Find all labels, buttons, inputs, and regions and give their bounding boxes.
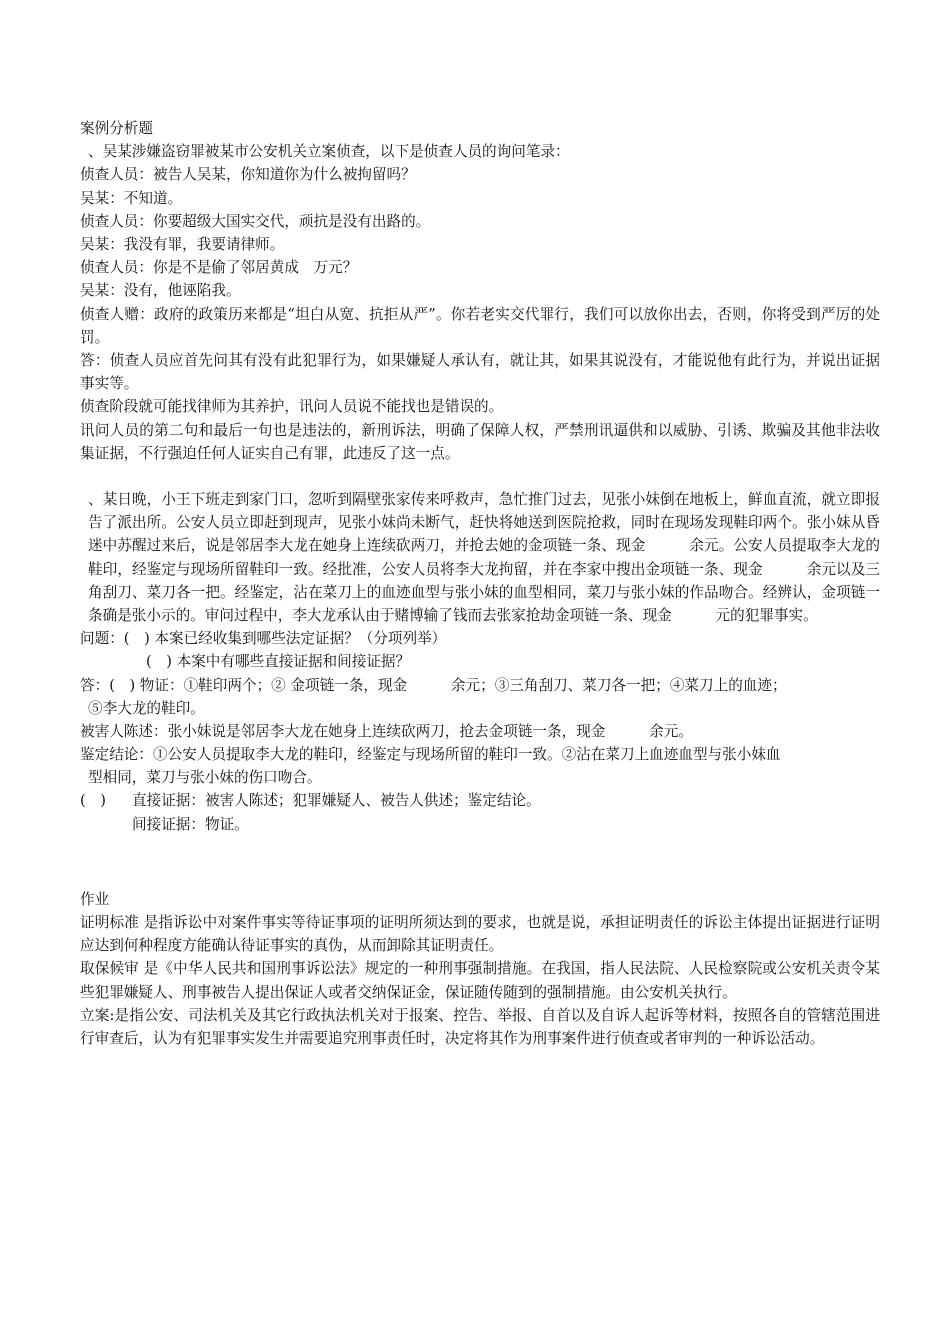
answer-physical-evidence-cont: ⑤李大龙的鞋印。: [88, 699, 205, 717]
dialogue-line: 吴某：我没有罪，我要请律师。: [80, 235, 285, 253]
answer-indirect-text: 间接证据：物证。: [132, 815, 249, 833]
case1-intro: 、吴某涉嫌盗窃罪被某市公安机关立案侦查，以下是侦查人员的询问笔录：: [88, 143, 570, 161]
answer-physical-evidence: 答：( ) 物证：①鞋印两个；② 金项链一条，现金 余元；③三角刮刀、菜刀各一把；④菜刀上的血迹；: [80, 676, 787, 694]
section-heading: 案例分析题: [80, 120, 153, 137]
dialogue-line: 侦查人员：你是不是偷了邻居黄成 万元？: [80, 259, 358, 277]
homework-term: 取保候审 是《中华人民共和国刑事诉讼法》规定的一种刑事强制措施。在我国，指人民法院、人民检察院或公安机关责令某些犯罪嫌疑人、刑事被告人提出保证人或者交纳保证金，保证随传随到的强制措施。由公安机关执行。: [80, 960, 880, 1001]
answer-direct-text: 直接证据：被害人陈述；犯罪嫌疑人、被告人供述；鉴定结论。: [132, 792, 541, 810]
case1-paragraph: 侦查阶段就可能找律师为其养护，讯问人员说不能找也是错误的。: [80, 398, 504, 416]
dialogue-line: 侦查人员：被告人吴某，你知道你为什么被拘留吗？: [80, 166, 416, 184]
answer-victim-statement: 被害人陈述：张小妹说是邻居李大龙在她身上连续砍两刀，抢去金项链一条，现金 余元。: [80, 722, 693, 740]
case1-paragraph: 侦查人赠：政府的政策历来都是“坦白从宽、抗拒从严”。你若老实交代罪行，我们可以放你出去，否则，你将受到严厉的处罚。: [80, 305, 880, 346]
answer-expert-conclusion: 鉴定结论：①公安人员提取李大龙的鞋印，经鉴定与现场所留的鞋印一致。②沾在菜刀上血迹血型与张小妹血: [80, 746, 781, 764]
answer-indirect-evidence: [80, 813, 880, 836]
dialogue-line: 吴某：不知道。: [80, 189, 183, 207]
answer-direct-evidence: [80, 789, 880, 812]
answer-expert-conclusion-cont: 型相同，菜刀与张小妹的伤口吻合。: [88, 769, 322, 787]
homework-title: 作业: [80, 890, 110, 908]
dialogue-line: 侦查人员：你要超级大国实交代，顽抗是没有出路的。: [80, 212, 431, 230]
question-1: 问题：( ) 本案已经收集到哪些法定证据？（分项列举）: [80, 630, 447, 648]
dialogue-line: 吴某：没有，他诬陷我。: [80, 282, 241, 300]
homework-term: 证明标准 是指诉讼中对案件事实等待证事项的证明所须达到的要求，也就是说，承担证明责任的诉讼主体提出证据进行证明应达到何种程度方能确认待证事实的真伪，从而卸除其证明责任。: [80, 914, 880, 955]
document-page: [80, 117, 880, 1050]
case1-answer: 答：侦查人员应首先问其有没有此犯罪行为，如果嫌疑人承认有，就让其，如果其说没有，才能说他有此行为，并说出证据事实等。: [80, 351, 880, 393]
case1-paragraph: 讯问人员的第二句和最后一句也是违法的，新刑诉法，明确了保障人权，严禁刑讯逼供和以威胁、引诱、欺骗及其他非法收集证据，不行强迫任何人证实自己有罪，此违反了这一点。: [80, 421, 880, 462]
homework-term: 立案:是指公安、司法机关及其它行政执法机关对于报案、控告、举报、自首以及自诉人起诉等材料，按照各自的管辖范围进行审查后，认为有犯罪事实发生并需要追究刑事责任时，决定将其作为刑事案件进行侦查或者审判的一种诉讼活动。: [80, 1006, 880, 1048]
case2-story: 、某日晚，小王下班走到家门口，忽听到隔壁张家传来呼救声，急忙推门过去，见张小妹倒在地板上，鲜血直流，就立即报告了派出所。公安人员立即赶到现声，见张小妹尚未断气，赶快将她送到医院抢救，同时在现场发现鞋印两个。张小妹从昏迷中苏醒过来后，说是邻居李大龙在她身上连续砍两刀，并抢去她的金项链一条、现金 余元。公安人员提取李大龙的鞋印，经鉴定与现场所留鞋印一致。经批准，公安人员将李大龙拘留，并在李家中搜出金项链一条、现金 余元以及三角刮刀、菜刀各一把。经鉴定，沾在菜刀上的血迹血型与张小妹的血型相同，菜刀与张小妹的作品吻合。经辨认，金项链一条确是张小示的。审问过程中，李大龙承认由于赌博输了钱而去张家抢劫金项链一条、现金 元的犯罪事实。: [88, 490, 880, 624]
question-2: ( ) 本案中有哪些直接证据和间接证据？: [146, 653, 411, 671]
answer-label: ( ): [80, 792, 106, 810]
